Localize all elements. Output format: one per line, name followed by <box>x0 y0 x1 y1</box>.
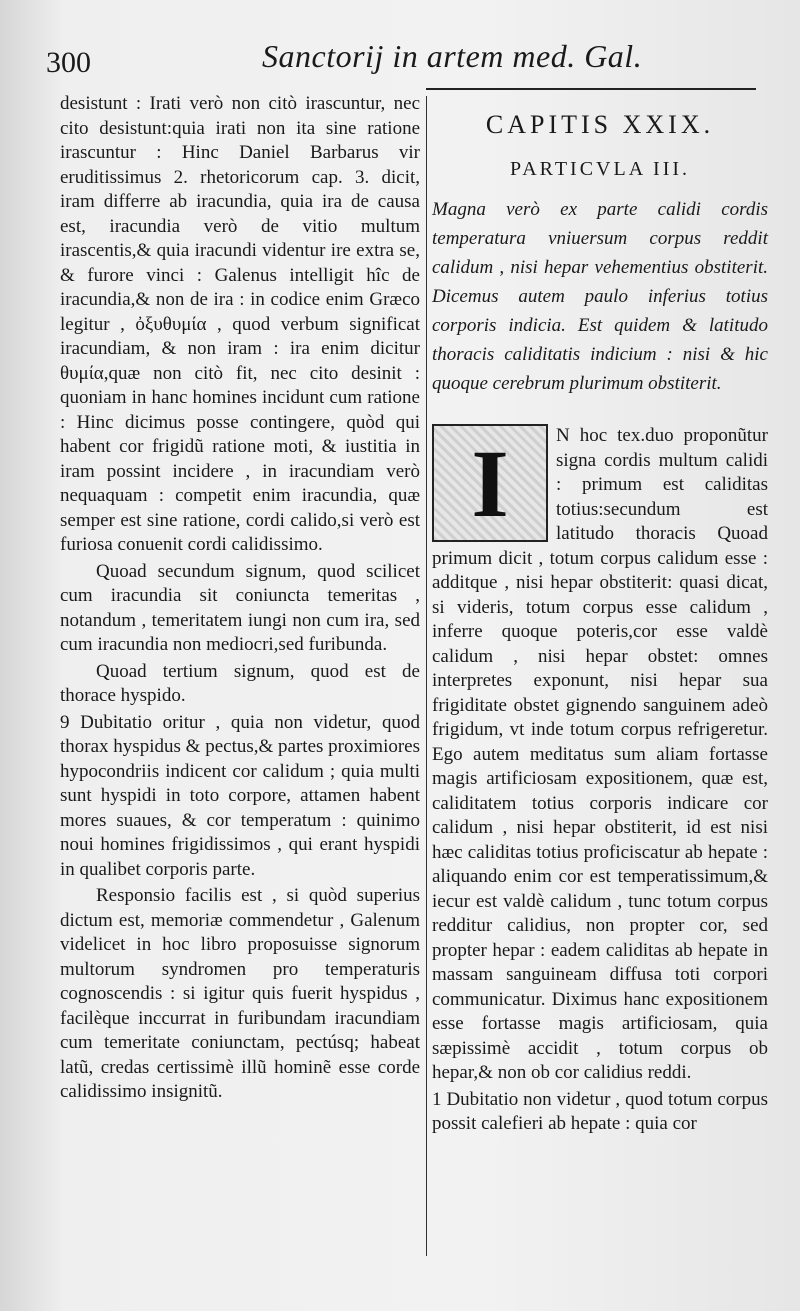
chapter-title: CAPITIS XXIX. <box>485 110 715 139</box>
paragraph: desistunt : Irati verò non citò irascuntur, nec cito desistunt:quia irati non ita sine ratione irascuntur : Hinc Daniel Barbarus vir eruditissimus 2. rhetoricorum cap. 3. dicit, iram differre ab iracundia, quia ira de causa est, iracundia verò de vitio multum irascentis,& quia iracundi videntur ire extra se, & furore vinci : Galenus intelligit hîc de iracundia,& non de ira : in codice enim Græco legitur , ὀξυθυμία , quod verbum significat iracundiam, & non iram : ira enim dicitur θυμία,quæ non citò fit, nec cito desinit : quoniam in hanc homines incidunt cum ratione : Hinc dicimus posse contingere, quòd qui habent cor frigidũ ratione moti, & iustitia in iram possint incidere , in iracundiam verò nequaquam : competit enim iracundia, quæ semper est sine ratione, cordi calido,si verò est furiosa conuenit cordi calidissimo. <box>60 93 420 555</box>
paragraph: 1 Dubitatio non videtur , quod totum corpus possit calefieri ab hepate : quia cor <box>432 1088 768 1134</box>
right-column <box>432 100 768 1139</box>
left-column <box>60 92 420 1107</box>
page-number: 300 <box>46 46 91 79</box>
commentary <box>432 424 768 1137</box>
page-header <box>0 34 800 84</box>
column-divider <box>426 96 427 1256</box>
paragraph: N hoc tex.duo proponũtur signa cordis multum calidi : primum est caliditas totius:secundum est latitudo thoracis Quoad primum dicit , totum corpus calidum esse : additque , nisi hepar obstiterit: quasi dicat, si videris, totum corpus esse calidum , inferre quoque poteris,cor esse valdè calidum , nisi hepar obstet: omnes interpretes exponunt, nisi hepar sua frigiditate obstet gignendo sanguinem adeò frigidum, vt inde totum corpus refrigeretur. Ego autem meditatus sum aliam fortasse magis artificiosam expositionem, quæ est, caliditatem totius corporis indicare cor calidum , nisi hepar obstiterit, id est nisi hæc caliditas totius proficiscatur ab hepate : aliquando enim cor est temperatissimum,& iecur est valdè calidum , tunc totum corpus redditur calidius, non propter cor, sed propter hepar : eadem caliditas ab hepate in massam sanguineam diffusa toti corpori communicatur. Diximus hanc expositionem esse fortasse magis artificiosam, quia sæpissimè accidit , totum corpus ob hepar,& non ob cor calidius reddi. <box>432 425 768 1083</box>
paragraph: Responsio facilis est , si quòd superius dictum est, memoriæ commendetur , Galenum videlicet in hoc libro proposuisse signorum multorum syndromen pro temperaturis cognoscendis : si igitur quis fuerit hyspidus , facilèque inccurrat in furibundam iracundiam cum temeritate coniunctam, pectúsq; habeat latũ, credas certissimè illũ hominẽ esse corde calidissimo insignitũ. <box>60 885 420 1102</box>
paragraph: Quoad secundum signum, quod scilicet cum iracundia sit coniuncta temeritas , notandum , temeritatem iungi non cum ira, sed cum iracundia non mediocri,sed furibunda. <box>60 560 420 655</box>
running-title: Sanctorij in artem med. Gal. <box>262 38 643 74</box>
particula-heading: PARTICVLA III. <box>509 158 691 180</box>
header-rule <box>426 88 756 90</box>
paragraph: 9 Dubitatio oritur , quia non videtur, quod thorax hyspidus & pectus,& partes proximiores hypocondriis indicent cor calidum ; quia multi sunt hyspidi in toto corpore, attamen habent mores suaues, & cor temperatum : quinimo noui homines frigidissimos , qui erant hyspidi in qualibet corporis parte. <box>60 711 420 880</box>
decorated-initial: I <box>432 424 548 542</box>
paragraph: Quoad tertium signum, quod est de thorace hyspido. <box>60 660 420 706</box>
lemma-text: Magna verò ex parte calidi cordis temperatura vniuersum corpus reddit calidum , nisi hepar vehementius obstiterit. Dicemus autem paulo inferius totius corporis indicia. Est quidem & latitudo thoracis caliditatis indicium : nisi & hic quoque cerebrum plurimum obstiterit. <box>432 199 768 394</box>
